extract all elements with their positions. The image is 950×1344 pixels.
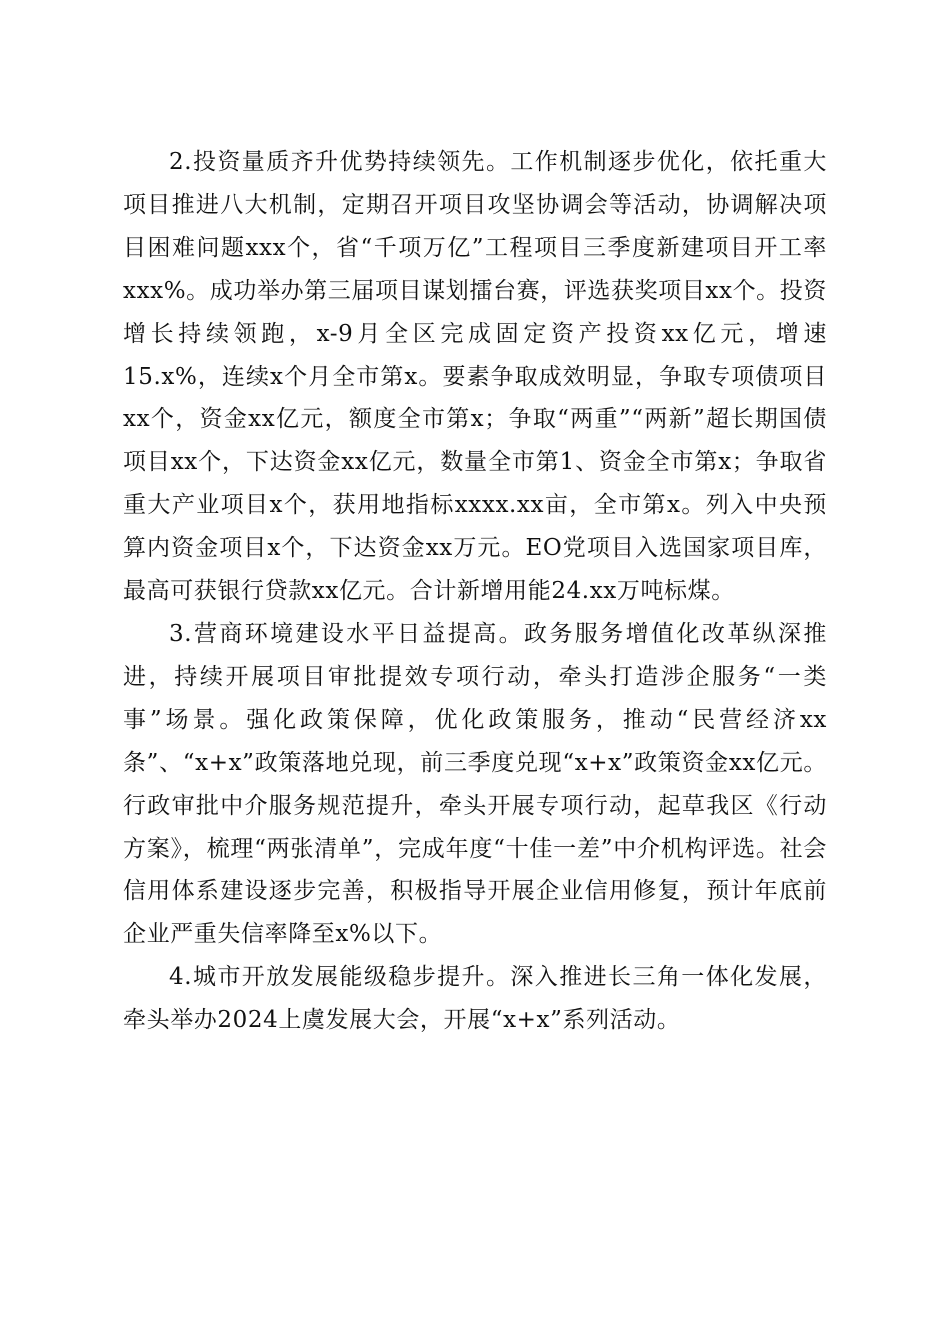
paragraph-business-environment: 3.营商环境建设水平日益提高。政务服务增值化改革纵深推进，持续开展项目审批提效专项行动，牵头打造涉企服务“一类事”场景。强化政策保障，优化政策服务，推动“民营经济xx条”、“x+x”政策落地兑现，前三季度兑现“x+x”政策资金xx亿元。行政审批中介服务规范提升，牵头开展专项行动，起草我区《行动方案》，梳理“两张清单”，完成年度“十佳一差”中介机构评选。社会信用体系建设逐步完善，积极指导开展企业信用修复，预计年底前企业严重失信率降至x%以下。 [123, 620, 827, 948]
paragraph-investment: 2.投资量质齐升优势持续领先。工作机制逐步优化，依托重大项目推进八大机制，定期召开项目攻坚协调会等活动，协调解决项目困难问题xxx个，省“千项万亿”工程项目三季度新建项目开工率xxx%。成功举办第三届项目谋划擂台赛，评选获奖项目xx个。投资增长持续领跑，x-9月全区完成固定资产投资xx亿元，增速15.x%，连续x个月全市第x。要素争取成效明显，争取专项债项目xx个，资金xx亿元，额度全市第x；争取“两重”“两新”超长期国债项目xx个，下达资金xx亿元，数量全市第1、资金全市第x；争取省重大产业项目x个，获用地指标xxxx.xx亩，全市第x。列入中央预算内资金项目x个，下达资金xx万元。EO党项目入选国家项目库，最高可获银行贷款xx亿元。合计新增用能24.xx万吨标煤。 [123, 149, 827, 605]
paragraph-city-opening: 4.城市开放发展能级稳步提升。深入推进长三角一体化发展，牵头举办2024上虞发展大会，开展“x+x”系列活动。 [123, 964, 827, 1034]
document-body [123, 141, 827, 1042]
